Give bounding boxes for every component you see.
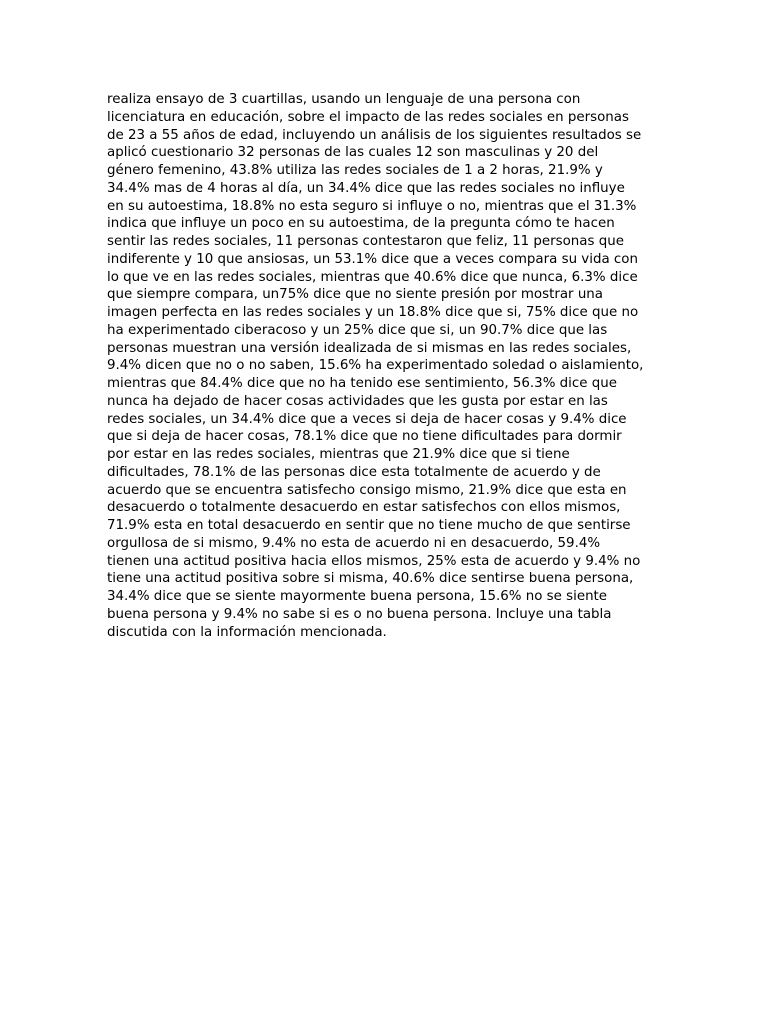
body-paragraph: realiza ensayo de 3 cuartillas, usando un lenguaje de una persona con licenciatura en educación, sobre el impacto de las redes sociales en personas de 23 a 55 años de edad, incluyendo un análisis de los siguientes resultados se aplicó cuestionario 32 personas de las cuales 12 son masculinas y 20 del género femenino, 43.8% utiliza las redes sociales de 1 a 2 horas, 21.9% y 34.4% mas de 4 horas al día, un 34.4% dice que las redes sociales no influye en su autoestima, 18.8% no esta seguro si influye o no, mientras que el 31.3% indica que influye un poco en su autoestima, de la pregunta cómo te hacen sentir las redes sociales, 11 personas contestaron que feliz, 11 personas que indiferente y 10 que ansiosas, un 53.1% dice que a veces compara su vida con lo que ve en las redes sociales, mientras que 40.6% dice que nunca, 6.3% dice que siempre compara, un75% dice que no siente presión por mostrar una imagen perfecta en las redes sociales y un 18.8% dice que si, 75% dice que no ha experimentado ciberacoso y un 25% dice que si, un 90.7% dice que las personas muestran una versión idealizada de si mismas en las redes sociales, 9.4% dicen que no o no saben, 15.6% ha experimentado soledad o aislamiento, mientras que 84.4% dice que no ha tenido ese sentimiento, 56.3% dice que nunca ha dejado de hacer cosas actividades que les gusta por estar en las redes sociales, un 34.4% dice que a veces si deja de hacer cosas y 9.4% dice que si deja de hacer cosas, 78.1% dice que no tiene dificultades para dormir por estar en las redes sociales, mientras que 21.9% dice que si tiene dificultades, 78.1% de las personas dice esta totalmente de acuerdo y de acuerdo que se encuentra satisfecho consigo mismo, 21.9% dice que esta en desacuerdo o totalmente desacuerdo en estar satisfechos con ellos mismos, 71.9% esta en total desacuerdo en sentir que no tiene mucho de que sentirse orgullosa de si mismo, 9.4% no esta de acuerdo ni en desacuerdo, 59.4% tienen una actitud positiva hacia ellos mismos, 25% esta de acuerdo y 9.4% no tiene una actitud positiva sobre si misma, 40.6% dice sentirse buena persona, 34.4% dice que se siente mayormente buena persona, 15.6% no se siente buena persona y 9.4% no sabe si es o no buena persona. Incluye una tabla discutida con la información mencionada. [107, 92, 644, 640]
